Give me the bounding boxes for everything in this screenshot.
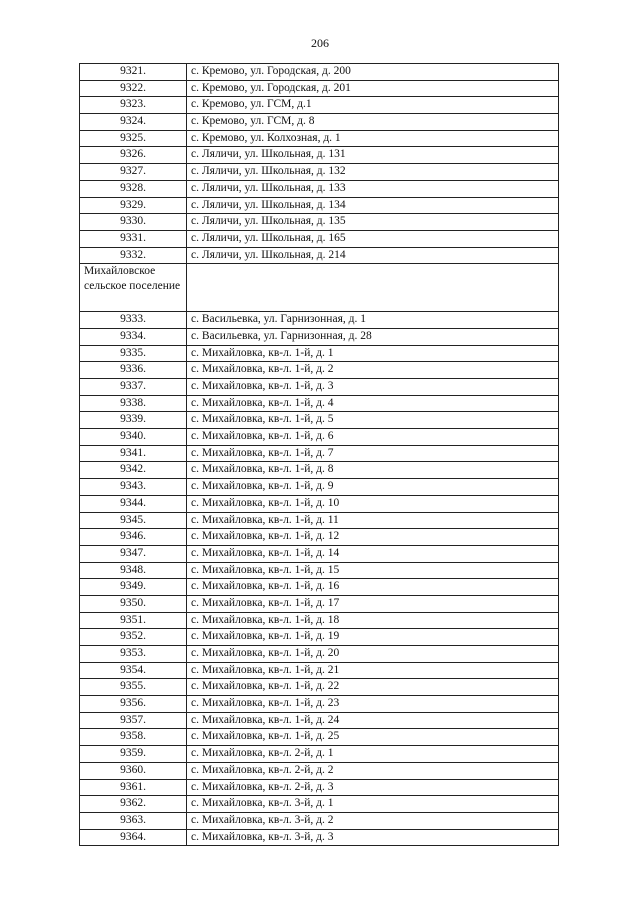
table-row xyxy=(80,64,559,81)
table-row xyxy=(80,796,559,813)
row-address: с. Михайловка, кв-л. 2-й, д. 1 xyxy=(187,746,559,763)
row-address: с. Михайловка, кв-л. 1-й, д. 10 xyxy=(187,495,559,512)
table-row xyxy=(80,395,559,412)
section-empty-cell xyxy=(187,264,559,312)
row-number: 9353. xyxy=(80,646,187,663)
table-row xyxy=(80,130,559,147)
table-row xyxy=(80,646,559,663)
table-row xyxy=(80,545,559,562)
row-address: с. Васильевка, ул. Гарнизонная, д. 28 xyxy=(187,328,559,345)
row-number: 9344. xyxy=(80,495,187,512)
section-header-row xyxy=(80,264,559,312)
table-row xyxy=(80,379,559,396)
row-number: 9321. xyxy=(80,64,187,81)
table-row xyxy=(80,412,559,429)
row-address: с. Ляличи, ул. Школьная, д. 132 xyxy=(187,164,559,181)
table-body xyxy=(80,64,559,846)
table-row xyxy=(80,512,559,529)
row-number: 9358. xyxy=(80,729,187,746)
row-address: с. Кремово, ул. Колхозная, д. 1 xyxy=(187,130,559,147)
row-number: 9333. xyxy=(80,312,187,329)
row-address: с. Ляличи, ул. Школьная, д. 214 xyxy=(187,247,559,264)
row-number: 9334. xyxy=(80,328,187,345)
table-row xyxy=(80,729,559,746)
table-row xyxy=(80,429,559,446)
table-row xyxy=(80,197,559,214)
row-address: с. Ляличи, ул. Школьная, д. 131 xyxy=(187,147,559,164)
row-number: 9330. xyxy=(80,214,187,231)
row-number: 9354. xyxy=(80,662,187,679)
row-number: 9345. xyxy=(80,512,187,529)
row-number: 9349. xyxy=(80,579,187,596)
row-number: 9342. xyxy=(80,462,187,479)
row-address: с. Михайловка, кв-л. 1-й, д. 3 xyxy=(187,379,559,396)
row-number: 9332. xyxy=(80,247,187,264)
row-address: с. Кремово, ул. Городская, д. 201 xyxy=(187,80,559,97)
row-number: 9343. xyxy=(80,479,187,496)
table-row xyxy=(80,829,559,846)
row-address: с. Михайловка, кв-л. 1-й, д. 25 xyxy=(187,729,559,746)
row-address: с. Кремово, ул. Городская, д. 200 xyxy=(187,64,559,81)
row-number: 9331. xyxy=(80,230,187,247)
page-number: 206 xyxy=(311,36,329,50)
row-number: 9329. xyxy=(80,197,187,214)
table-row xyxy=(80,679,559,696)
row-address: с. Михайловка, кв-л. 1-й, д. 15 xyxy=(187,562,559,579)
row-address: с. Михайловка, кв-л. 1-й, д. 18 xyxy=(187,612,559,629)
row-address: с. Михайловка, кв-л. 3-й, д. 2 xyxy=(187,812,559,829)
row-number: 9355. xyxy=(80,679,187,696)
row-number: 9335. xyxy=(80,345,187,362)
table-row xyxy=(80,529,559,546)
row-number: 9352. xyxy=(80,629,187,646)
section-name: Михайловское сельское поселение xyxy=(80,264,187,312)
row-number: 9322. xyxy=(80,80,187,97)
row-number: 9360. xyxy=(80,762,187,779)
row-address: с. Михайловка, кв-л. 1-й, д. 9 xyxy=(187,479,559,496)
table-row xyxy=(80,479,559,496)
table-row xyxy=(80,629,559,646)
table-row xyxy=(80,595,559,612)
row-number: 9362. xyxy=(80,796,187,813)
row-address: с. Михайловка, кв-л. 3-й, д. 1 xyxy=(187,796,559,813)
row-address: с. Михайловка, кв-л. 1-й, д. 23 xyxy=(187,696,559,713)
table-row xyxy=(80,164,559,181)
table-row xyxy=(80,612,559,629)
table-row xyxy=(80,579,559,596)
row-address: с. Михайловка, кв-л. 1-й, д. 16 xyxy=(187,579,559,596)
row-number: 9324. xyxy=(80,114,187,131)
table-row xyxy=(80,247,559,264)
table-row xyxy=(80,445,559,462)
row-address: с. Васильевка, ул. Гарнизонная, д. 1 xyxy=(187,312,559,329)
table-row xyxy=(80,712,559,729)
row-address: с. Кремово, ул. ГСМ, д. 8 xyxy=(187,114,559,131)
row-number: 9337. xyxy=(80,379,187,396)
row-number: 9359. xyxy=(80,746,187,763)
row-address: с. Михайловка, кв-л. 1-й, д. 6 xyxy=(187,429,559,446)
row-address: с. Михайловка, кв-л. 2-й, д. 2 xyxy=(187,762,559,779)
row-address: с. Михайловка, кв-л. 1-й, д. 4 xyxy=(187,395,559,412)
table-row xyxy=(80,495,559,512)
address-registry-table xyxy=(79,63,559,846)
row-address: с. Ляличи, ул. Школьная, д. 165 xyxy=(187,230,559,247)
row-number: 9356. xyxy=(80,696,187,713)
row-address: с. Михайловка, кв-л. 1-й, д. 8 xyxy=(187,462,559,479)
row-number: 9350. xyxy=(80,595,187,612)
row-address: с. Михайловка, кв-л. 1-й, д. 12 xyxy=(187,529,559,546)
table-row xyxy=(80,746,559,763)
row-number: 9347. xyxy=(80,545,187,562)
row-number: 9325. xyxy=(80,130,187,147)
row-number: 9338. xyxy=(80,395,187,412)
table-row xyxy=(80,812,559,829)
row-number: 9340. xyxy=(80,429,187,446)
table-row xyxy=(80,345,559,362)
row-address: с. Михайловка, кв-л. 2-й, д. 3 xyxy=(187,779,559,796)
row-address: с. Ляличи, ул. Школьная, д. 134 xyxy=(187,197,559,214)
row-number: 9351. xyxy=(80,612,187,629)
table-row xyxy=(80,180,559,197)
table-row xyxy=(80,214,559,231)
row-address: с. Ляличи, ул. Школьная, д. 133 xyxy=(187,180,559,197)
table-row xyxy=(80,779,559,796)
row-address: с. Михайловка, кв-л. 1-й, д. 1 xyxy=(187,345,559,362)
row-number: 9357. xyxy=(80,712,187,729)
row-number: 9336. xyxy=(80,362,187,379)
table-row xyxy=(80,114,559,131)
row-address: с. Михайловка, кв-л. 1-й, д. 14 xyxy=(187,545,559,562)
row-address: с. Михайловка, кв-л. 1-й, д. 2 xyxy=(187,362,559,379)
table-row xyxy=(80,328,559,345)
row-number: 9363. xyxy=(80,812,187,829)
row-address: с. Михайловка, кв-л. 1-й, д. 19 xyxy=(187,629,559,646)
row-address: с. Михайловка, кв-л. 1-й, д. 17 xyxy=(187,595,559,612)
table-row xyxy=(80,662,559,679)
row-address: с. Кремово, ул. ГСМ, д.1 xyxy=(187,97,559,114)
row-address: с. Михайловка, кв-л. 1-й, д. 11 xyxy=(187,512,559,529)
table-row xyxy=(80,462,559,479)
table-row xyxy=(80,147,559,164)
row-number: 9339. xyxy=(80,412,187,429)
row-number: 9341. xyxy=(80,445,187,462)
row-address: с. Михайловка, кв-л. 1-й, д. 21 xyxy=(187,662,559,679)
row-address: с. Михайловка, кв-л. 1-й, д. 20 xyxy=(187,646,559,663)
row-number: 9328. xyxy=(80,180,187,197)
row-address: с. Михайловка, кв-л. 1-й, д. 24 xyxy=(187,712,559,729)
table-row xyxy=(80,762,559,779)
row-address: с. Ляличи, ул. Школьная, д. 135 xyxy=(187,214,559,231)
table-row xyxy=(80,696,559,713)
table-row xyxy=(80,362,559,379)
row-number: 9346. xyxy=(80,529,187,546)
table-row xyxy=(80,562,559,579)
row-number: 9364. xyxy=(80,829,187,846)
row-address: с. Михайловка, кв-л. 1-й, д. 7 xyxy=(187,445,559,462)
row-number: 9326. xyxy=(80,147,187,164)
row-number: 9361. xyxy=(80,779,187,796)
table-row xyxy=(80,97,559,114)
table-row xyxy=(80,312,559,329)
table-row xyxy=(80,80,559,97)
row-address: с. Михайловка, кв-л. 1-й, д. 22 xyxy=(187,679,559,696)
table-row xyxy=(80,230,559,247)
row-address: с. Михайловка, кв-л. 3-й, д. 3 xyxy=(187,829,559,846)
row-number: 9323. xyxy=(80,97,187,114)
row-address: с. Михайловка, кв-л. 1-й, д. 5 xyxy=(187,412,559,429)
row-number: 9327. xyxy=(80,164,187,181)
row-number: 9348. xyxy=(80,562,187,579)
